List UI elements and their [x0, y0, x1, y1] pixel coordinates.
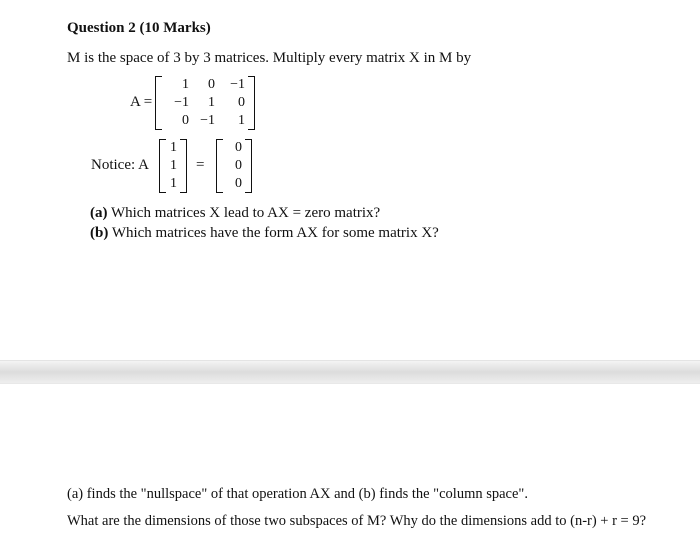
left-bracket [155, 76, 162, 130]
matrix-a-cell: −1 [174, 95, 189, 110]
notice-label: Notice: A [91, 157, 149, 173]
vector-cell: 0 [235, 158, 242, 173]
vector-cell: 0 [235, 176, 242, 191]
vector-cell: 0 [235, 140, 242, 155]
equals-sign: = [196, 157, 205, 173]
vector-cell: 1 [170, 176, 177, 191]
question-a [90, 205, 380, 222]
matrix-a-cell: −1 [200, 113, 215, 128]
right-bracket [248, 76, 255, 130]
question-title: Question 2 (10 Marks) [67, 20, 211, 36]
question-b-text: Which matrices have the form AX for some matrix X? [111, 225, 439, 241]
matrix-a-cell: −1 [230, 77, 245, 92]
footer-line-1: (a) finds the "nullspace" of that operation AX and (b) finds the "column space". [67, 486, 528, 502]
question-b-label: (b) [90, 225, 109, 241]
vector-zeros [216, 139, 252, 193]
question-b [90, 225, 439, 242]
section-divider [0, 360, 700, 384]
intro-text: M is the space of 3 by 3 matrices. Multiply every matrix X in M by [67, 50, 472, 66]
matrix-a-cell: 0 [182, 113, 189, 128]
matrix-a-cell: 1 [182, 77, 189, 92]
question-a-label: (a) [90, 205, 108, 221]
vector-ones [159, 139, 187, 193]
right-bracket [180, 139, 187, 193]
matrix-a [155, 76, 255, 130]
left-bracket [216, 139, 223, 193]
matrix-a-cell: 1 [238, 113, 245, 128]
matrix-a-label: A = [130, 94, 153, 110]
right-bracket [245, 139, 252, 193]
left-bracket [159, 139, 166, 193]
matrix-a-cell: 0 [238, 95, 245, 110]
matrix-a-cell: 0 [208, 77, 215, 92]
vector-cell: 1 [170, 158, 177, 173]
footer-line-2: What are the dimensions of those two subspaces of M? Why do the dimensions add to (n-r) + r = 9? [67, 513, 647, 529]
question-a-text: Which matrices X lead to AX = zero matrix? [110, 205, 381, 221]
vector-cell: 1 [170, 140, 177, 155]
matrix-a-cell: 1 [208, 95, 215, 110]
